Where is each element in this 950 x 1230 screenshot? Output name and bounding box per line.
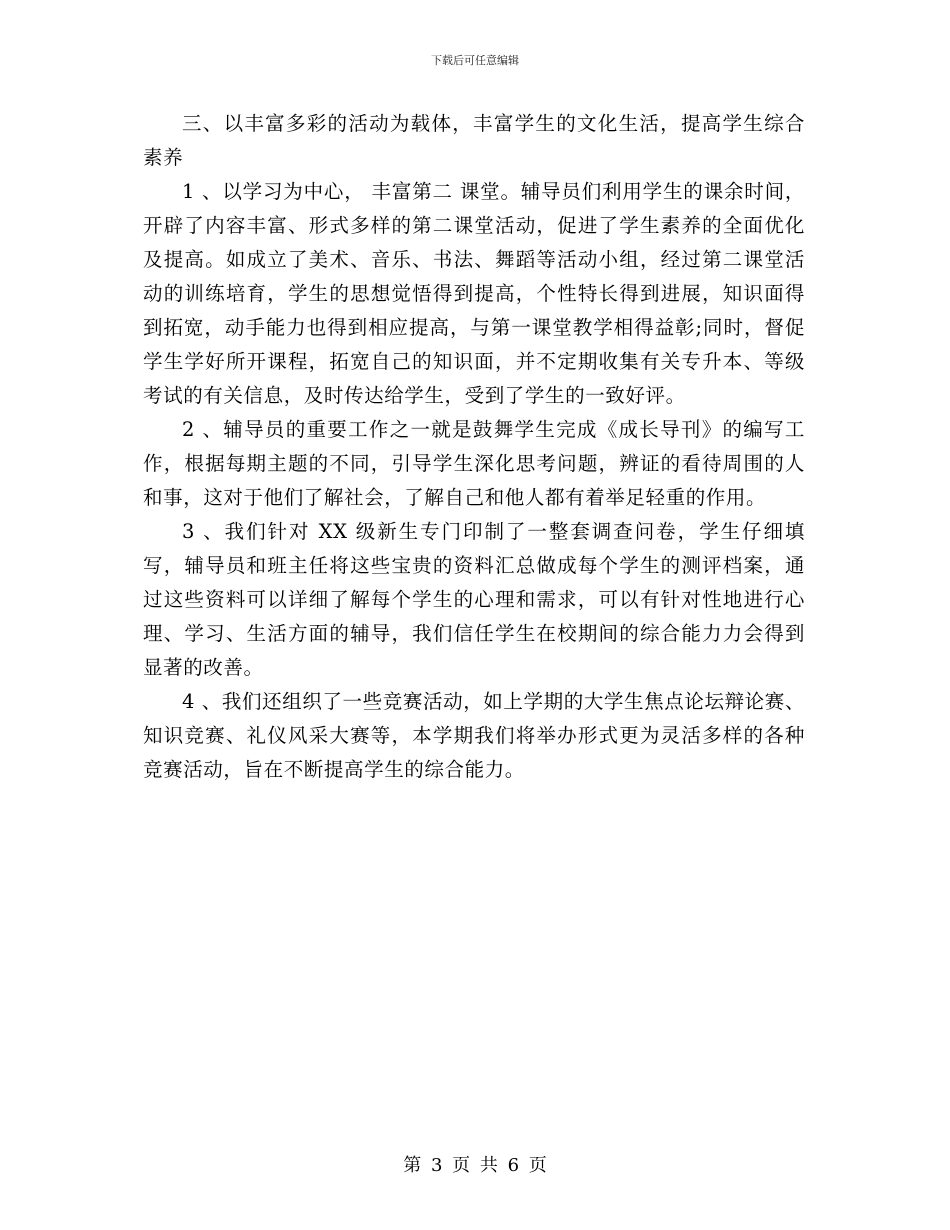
paragraph-4: 4 、我们还组织了一些竞赛活动，如上学期的大学生焦点论坛辩论赛、知识竞赛、礼仪风采大赛等，本学期我们将举办形式更为灵活多样的各种竞赛活动，旨在不断提高学生的综合能力。 [143,690,805,781]
paragraph-2: 2 、辅导员的重要工作之一就是鼓舞学生完成《成长导刊》的编写工作，根据每期主题的不同，引导学生深化思考问题，辨证的看待周围的人和事，这对于他们了解社会，了解自己和他人都有着举足轻重的作用。 [143,418,805,509]
section-heading: 三、以丰富多彩的活动为载体，丰富学生的文化生活，提高学生综合素养 [143,112,805,169]
page-number-footer: 第 3 页 共 6 页 [403,1155,547,1176]
document-body [143,107,805,787]
header-note: 下载后可任意编辑 [431,54,519,67]
paragraph-3: 3 、我们针对 XX 级新生专门印制了一整套调查问卷，学生仔细填写，辅导员和班主任将这些宝贵的资料汇总做成每个学生的测评档案，通过这些资料可以详细了解每个学生的心理和需求，可以有针对性地进行心理、学习、生活方面的辅导，我们信任学生在校期间的综合能力力会得到显著的改善。 [143,520,805,679]
paragraph-1: 1 、以学习为中心， 丰富第二 课堂。辅导员们利用学生的课余时间，开辟了内容丰富、形式多样的第二课堂活动，促进了学生素养的全面优化及提高。如成立了美术、音乐、书法、舞蹈等活动小组，经过第二课堂活动的训练培育，学生的思想觉悟得到提高，个性特长得到进展，知识面得到拓宽，动手能力也得到相应提高，与第一课堂教学相得益彰;同时，督促学生学好所开课程，拓宽自己的知识面，并不定期收集有关专升本、等级考试的有关信息，及时传达给学生，受到了学生的一致好评。 [143,180,805,407]
